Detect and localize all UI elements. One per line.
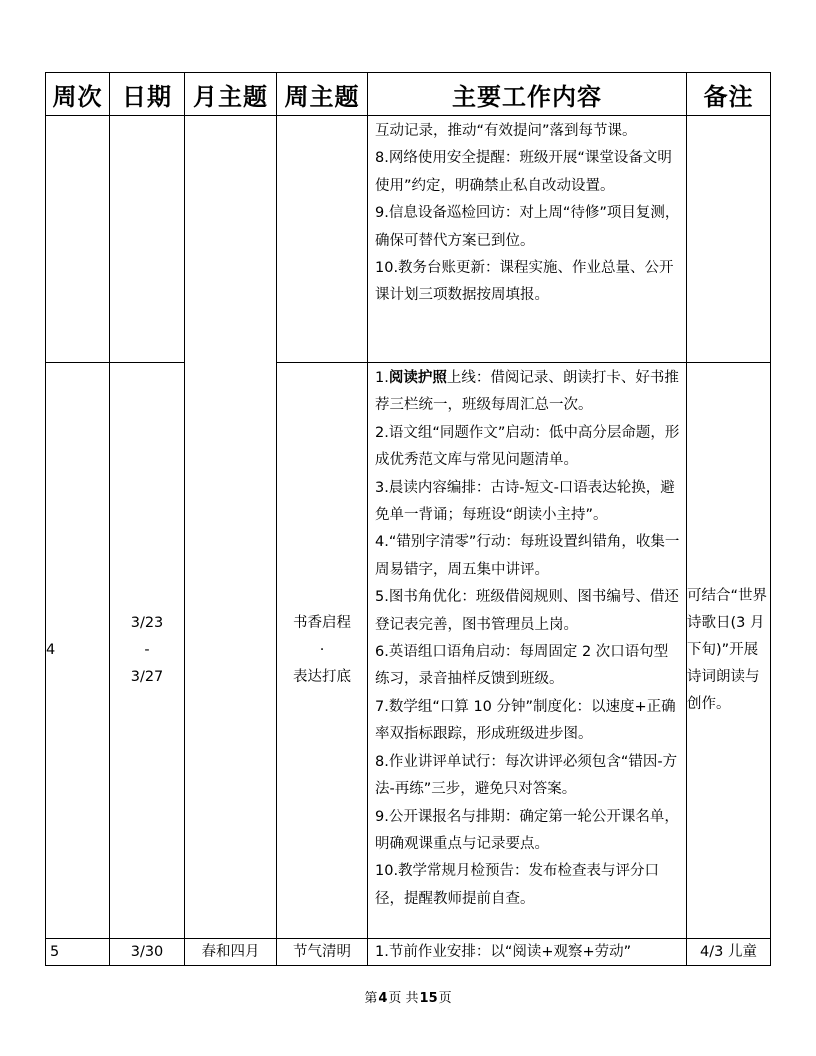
cell-week-theme [277, 363, 368, 939]
list-item [375, 365, 680, 420]
header-month-theme: 月主题 [185, 73, 277, 116]
list-item: 10.教务台账更新：课程实施、作业总量、公开课计划三项数据按周填报。 [375, 260, 674, 304]
header-week: 周次 [46, 73, 110, 116]
bold-keyword: 阅读护照 [388, 370, 447, 386]
cell-date [110, 363, 185, 939]
item-number: 1. [375, 370, 389, 386]
page-footer [0, 987, 816, 1006]
header-main-content: 主要工作内容 [368, 73, 687, 116]
cell-week-theme: 节气清明 [277, 939, 368, 966]
cell-month-theme-merged [185, 116, 277, 939]
footer-middle: 页 共 [388, 991, 419, 1006]
cell-week-theme-empty [277, 116, 368, 363]
cell-note-empty [687, 116, 771, 363]
list-item: 7.数学组“口算 10 分钟”制度化：以速度+正确率双指标跟踪，形成班级进步图。 [375, 698, 676, 743]
list-item: 5.图书角优化：班级借阅规则、图书编号、借还登记表完善，图书管理员上岗。 [375, 589, 679, 633]
cell-week-empty [46, 116, 110, 363]
cell-month-theme: 春和四月 [185, 939, 277, 966]
list-item: 互动记录，推动“有效提问”落到每节课。 [375, 123, 637, 139]
table-row-continued [46, 116, 771, 363]
header-notes: 备注 [687, 73, 771, 116]
footer-suffix: 页 [438, 991, 452, 1006]
list-item: 3.晨读内容编排：古诗-短文-口语表达轮换，避免单一背诵；每班设“朗读小主持”。 [375, 479, 675, 524]
cell-week: 5 [46, 939, 110, 966]
week-theme-line2: 表达打底 [293, 669, 351, 685]
cell-date: 3/30 [110, 939, 185, 966]
header-date: 日期 [110, 73, 185, 116]
cell-note: 4/3 儿童 [687, 939, 771, 966]
cell-week: 4 [46, 363, 110, 939]
list-item: 4.“错别字清零”行动：每班设置纠错角，收集一周易错字，周五集中讲评。 [375, 534, 680, 578]
footer-page-number: 4 [378, 991, 388, 1006]
week-theme-separator: · [319, 642, 325, 658]
cell-content [368, 363, 687, 939]
table-row-week5 [46, 939, 771, 966]
week-theme-line1: 书香启程 [293, 615, 351, 631]
footer-prefix: 第 [364, 991, 378, 1006]
item-text: 上线：借阅记录、朗读打卡、好书推荐三栏统一，班级每周汇总一次。 [375, 370, 679, 414]
date-separator: - [144, 642, 150, 658]
list-item: 6.英语组口语角启动：每周固定 2 次口语句型练习，录音抽样反馈到班级。 [375, 644, 669, 688]
list-item: 8.作业讲评单试行：每次讲评必须包含“错因-方法-再练”三步，避免只对答案。 [375, 753, 678, 798]
cell-date-empty [110, 116, 185, 363]
list-item: 9.公开课报名与排期：确定第一轮公开课名单，明确观课重点与记录要点。 [375, 808, 679, 852]
header-row [46, 73, 771, 116]
list-item: 9.信息设备巡检回访：对上周“待修”项目复测，确保可替代方案已到位。 [375, 205, 680, 249]
date-end: 3/27 [130, 669, 164, 685]
header-week-theme: 周主题 [277, 73, 368, 116]
list-item: 10.教学常规月检预告：发布检查表与评分口径，提醒教师提前自查。 [375, 863, 660, 907]
table-row-week4 [46, 363, 771, 939]
cell-content: 1.节前作业安排：以“阅读+观察+劳动” [368, 939, 687, 966]
cell-content-continued [368, 116, 687, 363]
footer-total-pages: 15 [419, 991, 438, 1006]
cell-note: 可结合“世界诗歌日(3 月下旬)”开展诗词朗读与创作。 [687, 363, 771, 939]
schedule-table [45, 72, 771, 966]
list-item: 8.网络使用安全提醒：班级开展“课堂设备文明使用”约定，明确禁止私自改动设置。 [375, 150, 672, 194]
date-start: 3/23 [130, 615, 164, 631]
list-item: 2.语文组“同题作文”启动：低中高分层命题，形成优秀范文库与常见问题清单。 [375, 424, 680, 469]
